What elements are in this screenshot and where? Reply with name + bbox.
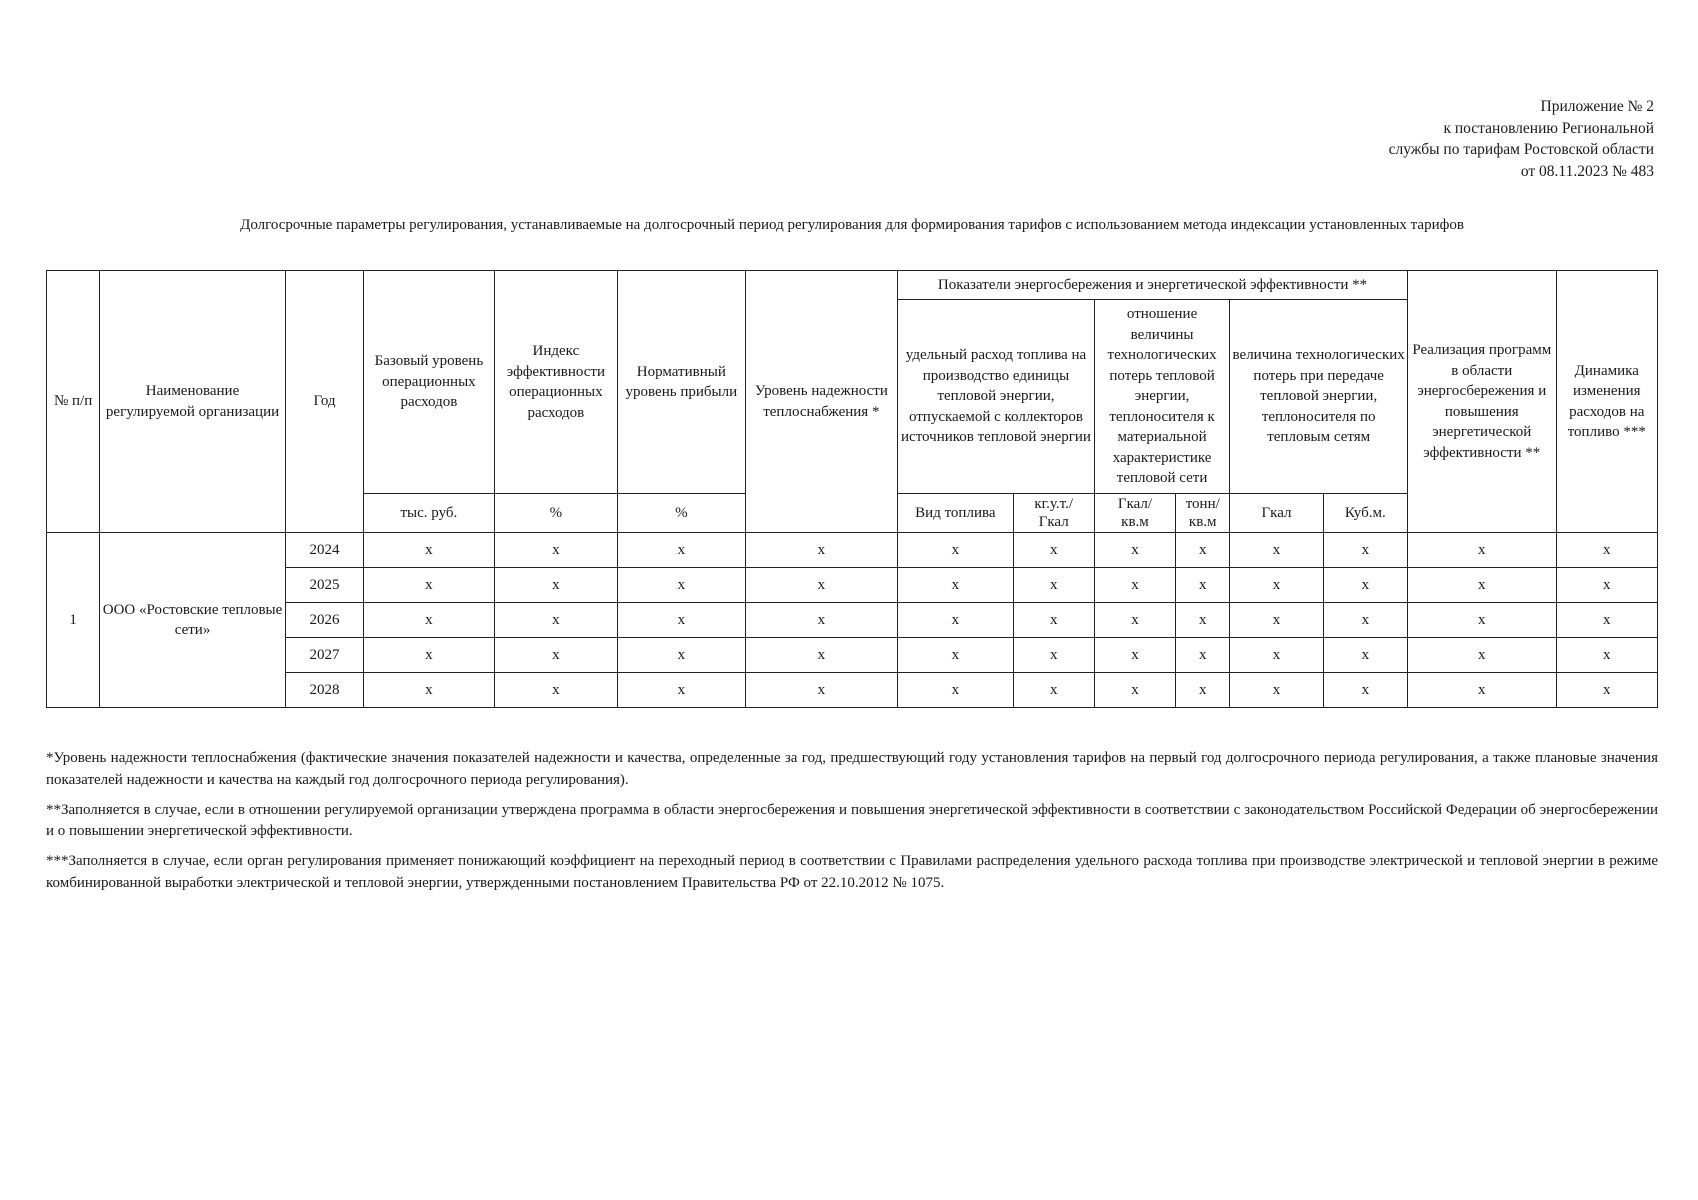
header-ratio: отношение величины технологических потерь тепловой энергии, теплоносителя к материальной характеристике тепловой сети (1094, 300, 1229, 494)
header-fuel: удельный расход топлива на производство единицы тепловой энергии, отпускаемой с коллекторов источников тепловой энергии (898, 300, 1095, 494)
footnote-1: *Уровень надежности теплоснабжения (фактические значения показателей надежности и качества, определенные за год, предшествующий году установления тарифов на первый год долгосрочного периода регулирования, а также плановые значения показателей надежности и качества на каждый год долгосрочного периода регулирования). (46, 750, 1658, 788)
appendix-line-2: к постановлению Региональной (1443, 119, 1654, 137)
cell-base: x (364, 673, 494, 708)
org-number: 1 (47, 533, 100, 708)
unit-ratio-ton-bottom: кв.м (1188, 514, 1217, 530)
cell-index: x (494, 533, 617, 568)
unit-base: тыс. руб. (364, 494, 494, 533)
header-dynamics: Динамика изменения расходов на топливо *** (1556, 271, 1657, 533)
cell-base: x (364, 533, 494, 568)
unit-loss-gcal: Гкал (1230, 494, 1323, 533)
header-base: Базовый уровень операционных расходов (364, 271, 494, 494)
cell-fuel-rate: x (1013, 568, 1094, 603)
unit-ratio-ton (1176, 494, 1230, 533)
header-programs: Реализация программ в области энергосбережения и повышения энергетической эффективности ** (1408, 271, 1557, 533)
unit-profit: % (618, 494, 745, 533)
cell-profit: x (618, 673, 745, 708)
cell-index: x (494, 603, 617, 638)
header-index: Индекс эффективности операционных расходов (494, 271, 617, 494)
footnote-3: ***Заполняется в случае, если орган регулирования применяет понижающий коэффициент на переходный период в соответствии с Правилами распределения удельного расхода топлива при производстве электрической и тепловой энергии в режиме комбинированной выработки электрической и тепловой энергии, утвержденными постановлением Правительства РФ от 22.10.2012 № 1075. (46, 853, 1658, 891)
cell-ratio-ton: x (1176, 603, 1230, 638)
cell-reliability: x (745, 638, 898, 673)
document-title: Долгосрочные параметры регулирования, устанавливаемые на долгосрочный период регулирования для формирования тарифов с использованием метода индексации установленных тарифов (240, 217, 1464, 233)
unit-fuel-top: кг.у.т./ (1034, 496, 1073, 512)
unit-fuel (1013, 494, 1094, 533)
cell-programs: x (1408, 673, 1557, 708)
cell-reliability: x (745, 603, 898, 638)
cell-base: x (364, 568, 494, 603)
cell-dynamics: x (1556, 533, 1657, 568)
footnote-2: **Заполняется в случае, если в отношении регулируемой организации утверждена программа в области энергосбережения и повышения энергетической эффективности в соответствии с законодательством Российской Федерации об энергосбережении и о повышении энергетической эффективности. (46, 801, 1658, 839)
cell-fuel-rate: x (1013, 533, 1094, 568)
table-row (47, 673, 1658, 708)
cell-profit: x (618, 533, 745, 568)
row-year: 2028 (285, 673, 363, 708)
cell-loss-m3: x (1323, 673, 1407, 708)
cell-programs: x (1408, 638, 1557, 673)
header-losses: величина технологических потерь при передаче тепловой энергии, теплоносителя по тепловым сетям (1230, 300, 1408, 494)
cell-dynamics: x (1556, 638, 1657, 673)
cell-fuel-type: x (898, 673, 1013, 708)
cell-reliability: x (745, 533, 898, 568)
header-reliability: Уровень надежности теплоснабжения * (745, 271, 898, 533)
cell-dynamics: x (1556, 603, 1657, 638)
cell-dynamics: x (1556, 568, 1657, 603)
appendix-line-3: службы по тарифам Ростовской области (1388, 141, 1654, 158)
cell-ratio-ton: x (1176, 673, 1230, 708)
row-year: 2024 (285, 533, 363, 568)
cell-programs: x (1408, 603, 1557, 638)
cell-loss-m3: x (1323, 533, 1407, 568)
cell-ratio-gcal: x (1094, 533, 1175, 568)
cell-fuel-rate: x (1013, 673, 1094, 708)
cell-fuel-type: x (898, 568, 1013, 603)
cell-loss-gcal: x (1230, 673, 1323, 708)
cell-ratio-gcal: x (1094, 638, 1175, 673)
cell-reliability: x (745, 673, 898, 708)
row-year: 2026 (285, 603, 363, 638)
cell-index: x (494, 638, 617, 673)
unit-fuel-bottom: Гкал (1038, 514, 1069, 530)
cell-profit: x (618, 568, 745, 603)
cell-profit: x (618, 638, 745, 673)
unit-ratio-gcal-top: Гкал/ (1117, 496, 1153, 512)
header-num: № п/п (47, 271, 100, 533)
appendix-line-1: Приложение № 2 (1540, 98, 1654, 115)
cell-reliability: x (745, 568, 898, 603)
unit-ratio-gcal-bottom: кв.м (1121, 514, 1149, 530)
header-year: Год (285, 271, 363, 533)
cell-loss-gcal: x (1230, 533, 1323, 568)
cell-fuel-type: x (898, 638, 1013, 673)
cell-ratio-gcal: x (1094, 568, 1175, 603)
cell-programs: x (1408, 568, 1557, 603)
header-profit: Нормативный уровень прибыли (618, 271, 745, 494)
cell-profit: x (618, 603, 745, 638)
table-row (47, 533, 1658, 568)
cell-ratio-ton: x (1176, 533, 1230, 568)
cell-ratio-ton: x (1176, 638, 1230, 673)
unit-ratio-gcal (1094, 494, 1175, 533)
table-row (47, 638, 1658, 673)
header-org: Наименование регулируемой организации (100, 271, 286, 533)
appendix-line-4: от 08.11.2023 № 483 (1520, 162, 1654, 180)
cell-index: x (494, 673, 617, 708)
cell-loss-m3: x (1323, 603, 1407, 638)
cell-fuel-type: x (898, 603, 1013, 638)
cell-base: x (364, 638, 494, 673)
cell-loss-m3: x (1323, 638, 1407, 673)
unit-loss-m3: Куб.м. (1323, 494, 1407, 533)
cell-loss-gcal: x (1230, 603, 1323, 638)
unit-ratio-ton-top: тонн/ (1185, 496, 1220, 512)
table-row (47, 603, 1658, 638)
cell-ratio-gcal: x (1094, 673, 1175, 708)
cell-ratio-ton: x (1176, 568, 1230, 603)
row-year: 2025 (285, 568, 363, 603)
cell-fuel-rate: x (1013, 603, 1094, 638)
unit-fuel-type: Вид топлива (898, 494, 1013, 533)
cell-loss-gcal: x (1230, 638, 1323, 673)
cell-dynamics: x (1556, 673, 1657, 708)
cell-loss-gcal: x (1230, 568, 1323, 603)
footnotes (46, 748, 1658, 903)
unit-index: % (494, 494, 617, 533)
cell-index: x (494, 568, 617, 603)
parameters-table (46, 270, 1658, 708)
cell-ratio-gcal: x (1094, 603, 1175, 638)
cell-loss-m3: x (1323, 568, 1407, 603)
cell-fuel-type: x (898, 533, 1013, 568)
cell-programs: x (1408, 533, 1557, 568)
header-energy-group: Показатели энергосбережения и энергетической эффективности ** (898, 271, 1408, 300)
row-year: 2027 (285, 638, 363, 673)
appendix-header (1389, 96, 1654, 182)
cell-fuel-rate: x (1013, 638, 1094, 673)
cell-base: x (364, 603, 494, 638)
table-row (47, 568, 1658, 603)
org-name: ООО «Ростовские тепловые сети» (100, 533, 286, 708)
